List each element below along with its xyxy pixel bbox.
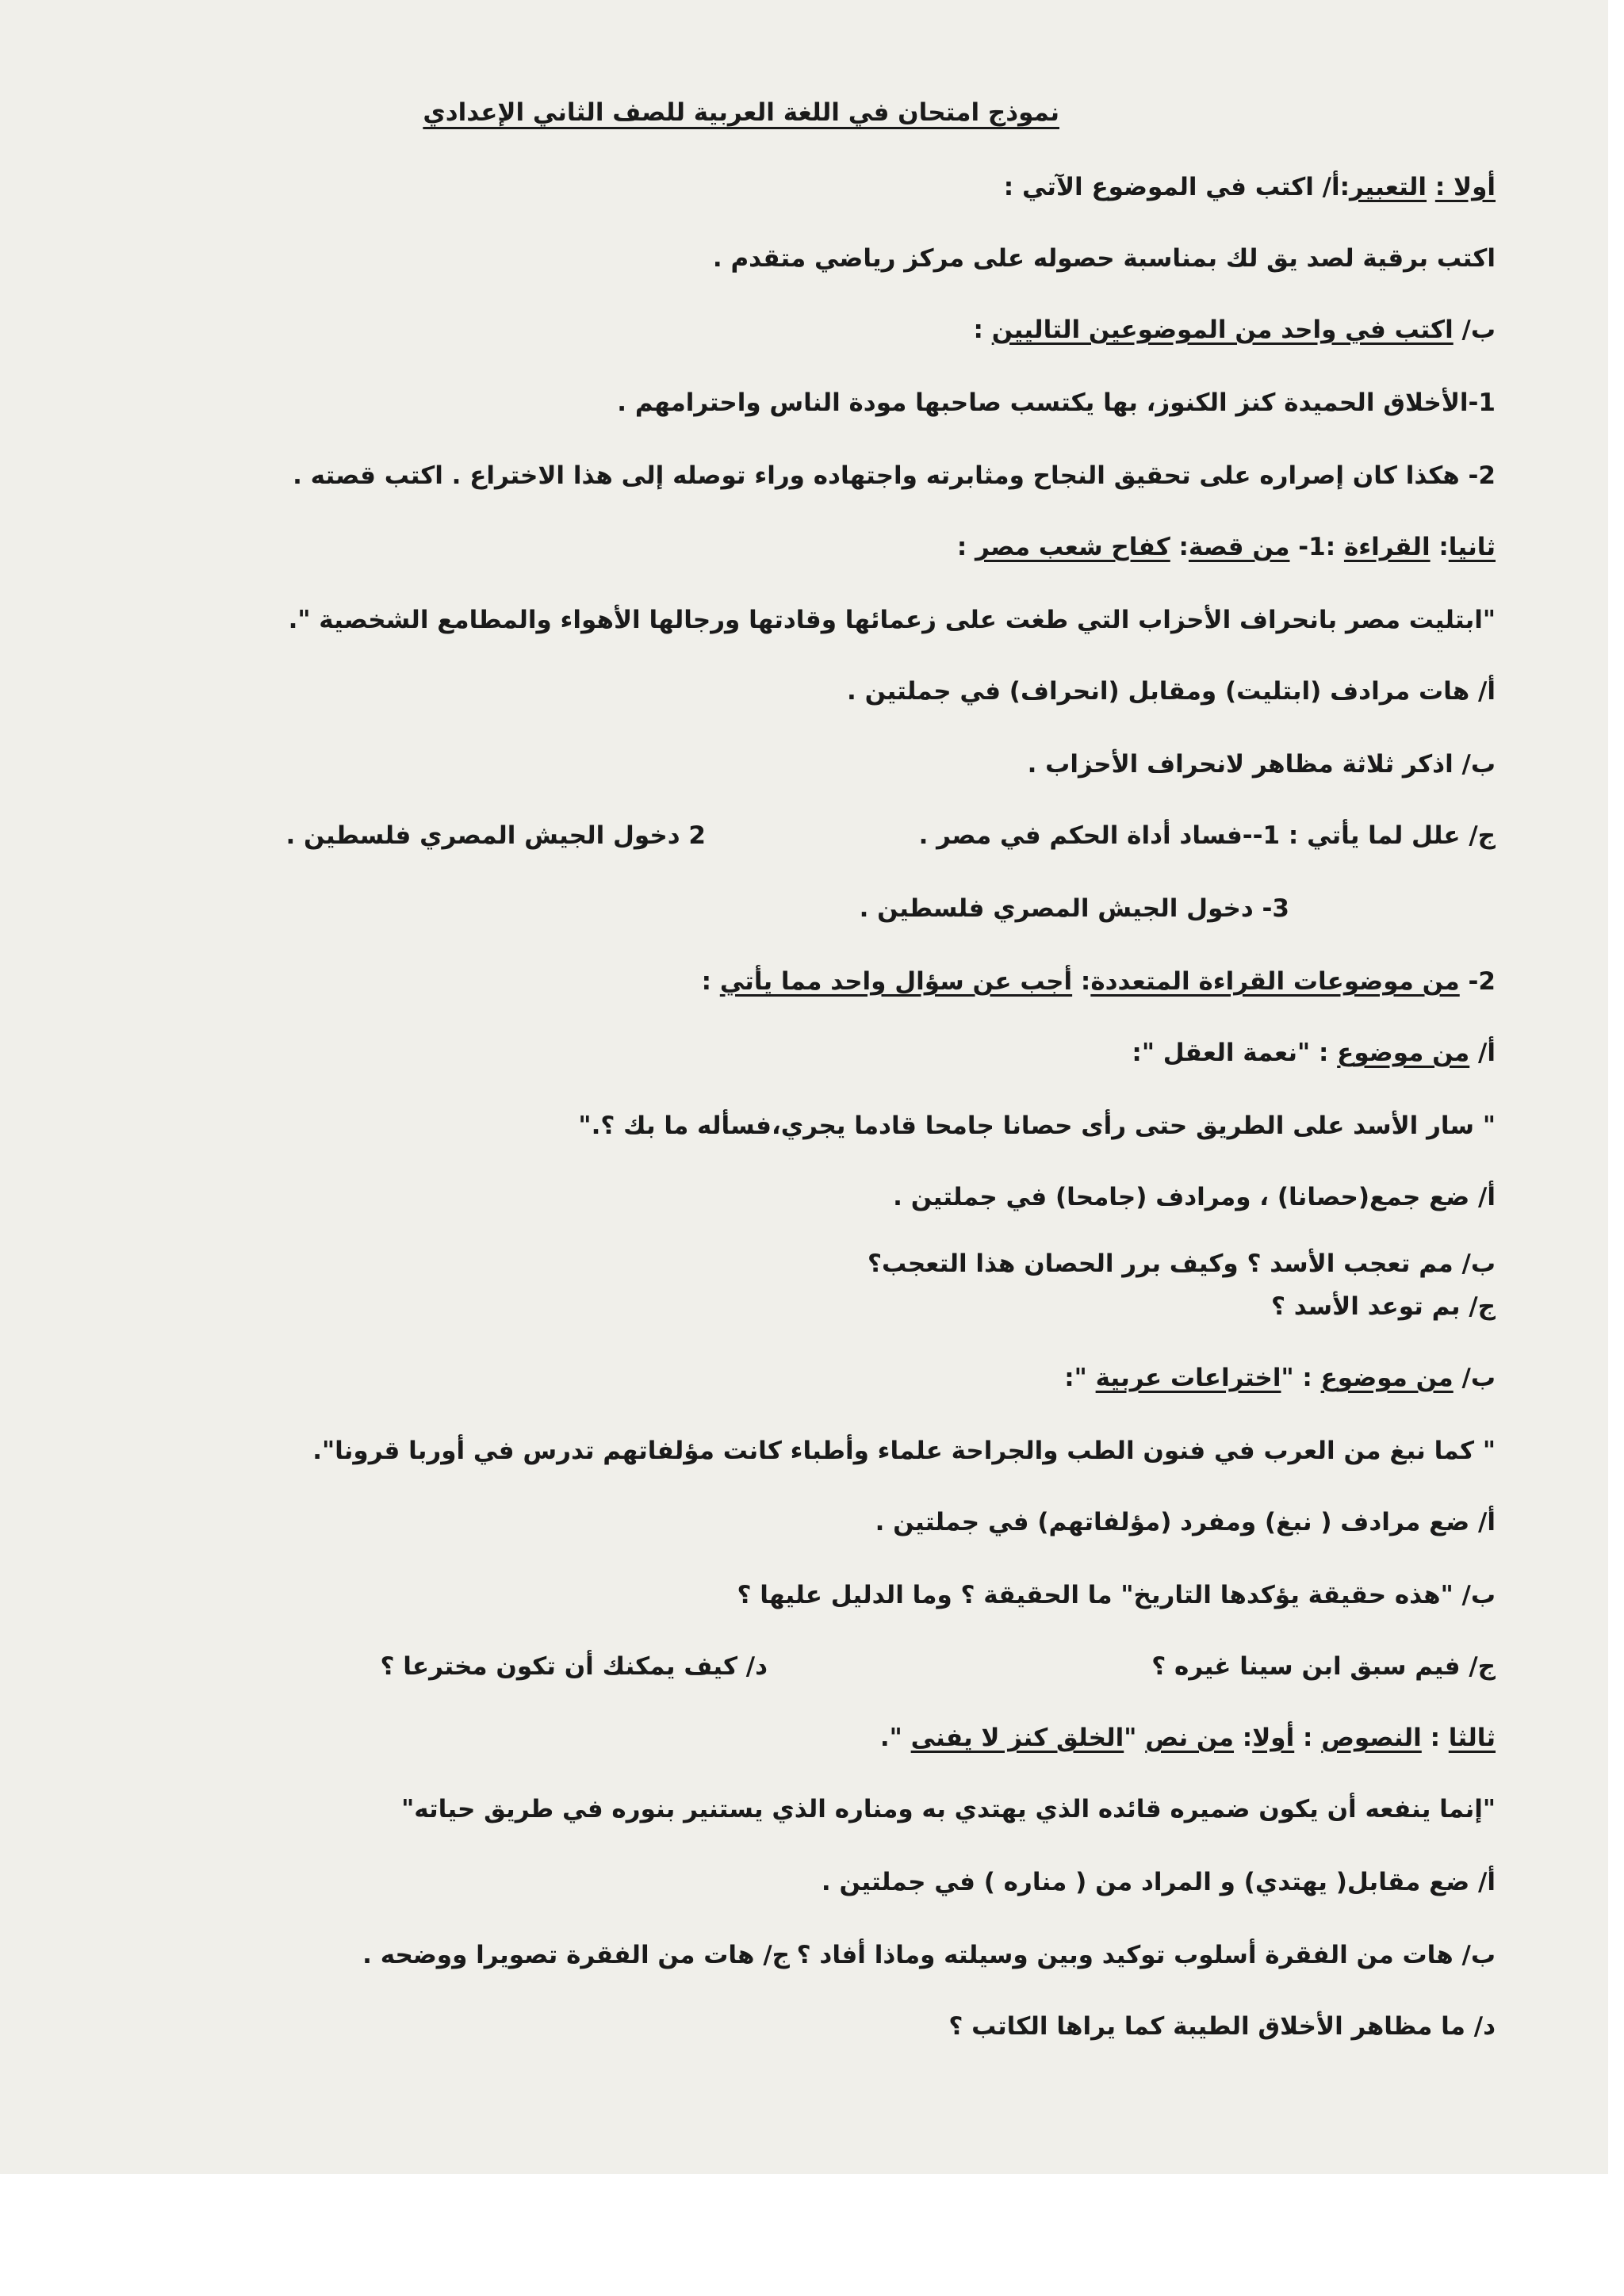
- section-label: القراءة: [1343, 533, 1431, 561]
- topic-a-question-c: ج/ بم توعد الأسد ؟: [1270, 1292, 1496, 1321]
- reading-question-c-3: 3- دخول الجيش المصري فلسطين .: [859, 894, 1289, 923]
- text-title: الخلق كنز لا يفنى: [910, 1724, 1124, 1752]
- item-prefix: ب/: [1461, 316, 1496, 344]
- sep: ":: [1064, 1364, 1096, 1392]
- expression-b-heading: [974, 314, 1496, 346]
- section-number: ثانيا: [1448, 533, 1496, 561]
- texts-question-b: ب/ هات من الفقرة أسلوب توكيد وبين وسيلته وماذا أفاد ؟: [796, 1941, 1496, 1969]
- item-label: من موضوع: [1337, 1039, 1470, 1067]
- topic-b-quote: " كما نبغ من العرب في فنون الطب والجراحة علماء وأطباء كانت مؤلفاتهم تدرس في أوربا قرونا".: [312, 1437, 1496, 1465]
- sep: ".: [879, 1724, 911, 1752]
- section-label: النصوص: [1321, 1724, 1422, 1752]
- multi-reading-heading: [702, 966, 1496, 997]
- topic-b-question-a: أ/ ضع مرادف ( نبغ) ومفرد (مؤلفاتهم) في جملتين .: [875, 1508, 1496, 1536]
- section-expression-heading: [1004, 171, 1496, 203]
- item-prefix: 2-: [1468, 967, 1496, 996]
- sep: :: [1170, 533, 1189, 561]
- section-number: أولا :: [1434, 173, 1496, 201]
- topic-title: اختراعات عربية: [1095, 1364, 1281, 1392]
- expression-topic-1: 1-الأخلاق الحميدة كنز الكنوز، بها يكتسب صاحبها مودة الناس واحترامهم .: [617, 388, 1496, 417]
- sep: :1-: [1289, 533, 1344, 561]
- item-rest: :: [973, 316, 992, 344]
- item-instruction: أجب عن سؤال واحد مما يأتي: [719, 967, 1073, 996]
- reading-question-b: ب/ اذكر ثلاثة مظاهر لانحراف الأحزاب .: [1027, 750, 1496, 779]
- item-label: من موضوعات القراءة المتعددة: [1090, 967, 1460, 996]
- topic-b-question-d: د/ كيف يمكنك أن تكون مخترعا ؟: [380, 1652, 768, 1681]
- expression-topic-2: 2- هكذا كان إصراره على تحقيق النجاح ومثابرته واجتهاده وراء توصله إلى هذا الاختراع . اكتب قصته .: [293, 461, 1496, 490]
- item-label: اكتب في واحد من الموضوعين التاليين: [991, 316, 1454, 344]
- story-label: من قصة: [1188, 533, 1290, 561]
- expression-task: اكتب برقية لصد يق لك بمناسبة حصوله على مركز رياضي متقدم .: [712, 244, 1496, 273]
- reading-question-c-2: 2 دخول الجيش المصري فلسطين .: [285, 821, 706, 850]
- topic-a-question-b: ب/ مم تعجب الأسد ؟ وكيف برر الحصان هذا التعجب؟: [868, 1249, 1496, 1278]
- text-label: من نص: [1145, 1724, 1235, 1752]
- sep: : ": [1281, 1364, 1321, 1392]
- topic-b-question-c: ج/ فيم سبق ابن سينا غيره ؟: [1151, 1652, 1496, 1681]
- texts-question-d: د/ ما مظاهر الأخلاق الطيبة كما يراها الكاتب ؟: [948, 2012, 1496, 2041]
- section-texts-heading: [880, 1722, 1496, 1754]
- section-number: ثالثا: [1448, 1724, 1496, 1752]
- texts-question-a: أ/ ضع مقابل( يهتدي) و المراد من ( مناره ) في جملتين .: [821, 1868, 1496, 1896]
- sep: :: [1421, 1724, 1449, 1752]
- topic-b-question-b: ب/ "هذه حقيقة يؤكدها التاريخ" ما الحقيقة ؟ وما الدليل عليها ؟: [737, 1581, 1496, 1609]
- sep: :: [956, 533, 976, 561]
- sep: :: [1072, 967, 1091, 996]
- section-instruction: :أ/ اكتب في الموضوع الآتي :: [1003, 173, 1350, 201]
- sep: ": [1124, 1724, 1146, 1752]
- reading-question-c: ج/ علل لما يأتي : 1--فساد أداة الحكم في مصر .: [918, 821, 1496, 850]
- item-label: من موضوع: [1320, 1364, 1454, 1392]
- sep: :: [1430, 533, 1449, 561]
- page-title: نموذج امتحان في اللغة العربية للصف الثاني الإعدادي: [423, 98, 1059, 127]
- item-prefix: ب/: [1461, 1364, 1496, 1392]
- subsection-label: أولا: [1252, 1724, 1295, 1752]
- item-prefix: أ/: [1478, 1039, 1496, 1067]
- section-label: التعبير: [1350, 173, 1427, 201]
- texts-question-c: ج/ هات من الفقرة تصويرا ووضحه .: [362, 1941, 790, 1969]
- topic-a-heading: [1132, 1037, 1496, 1069]
- topic-a-quote: " سار الأسد على الطريق حتى رأى حصانا جامحا قادما يجري،فسأله ما بك ؟.": [578, 1112, 1496, 1140]
- item-rest: : "نعمة العقل ":: [1132, 1039, 1338, 1067]
- topic-a-question-a: أ/ ضع جمع(حصانا) ، ومرادف (جامحا) في جملتين .: [893, 1183, 1496, 1211]
- story-title: كفاح شعب مصر: [975, 533, 1170, 561]
- sep: :: [701, 967, 720, 996]
- sep: :: [1294, 1724, 1322, 1752]
- texts-quote: "إنما ينفعه أن يكون ضميره قائده الذي يهتدي به ومناره الذي يستنير بنوره في طريق حياته": [401, 1795, 1496, 1823]
- sep: :: [1234, 1724, 1253, 1752]
- reading-question-a: أ/ هات مرادف (ابتليت) ومقابل (انحراف) في جملتين .: [847, 677, 1496, 706]
- topic-b-heading: [1064, 1362, 1496, 1394]
- section-reading-heading: [957, 531, 1496, 563]
- reading-quote: "ابتليت مصر بانحراف الأحزاب التي طغت على زعمائها وقادتها ورجالها الأهواء والمطامع الشخصية ".: [288, 606, 1496, 634]
